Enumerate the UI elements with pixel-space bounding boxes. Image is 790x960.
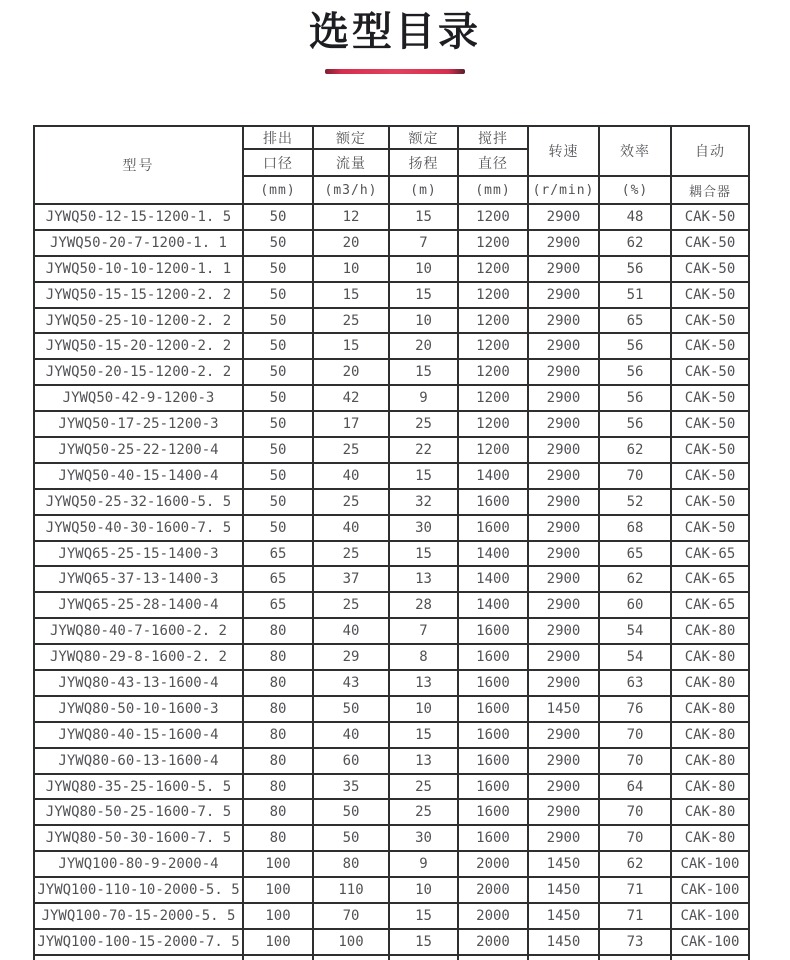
cell-mixing-diameter: 1600 — [458, 799, 528, 825]
cell-rated-head: 15 — [389, 282, 458, 308]
cell-model: JYWQ50-42-9-1200-3 — [34, 385, 243, 411]
cell-rated-head: 15 — [389, 722, 458, 748]
table-row — [34, 618, 749, 644]
cell-speed: 2900 — [528, 748, 599, 774]
cell-model: JYWQ65-37-13-1400-3 — [34, 566, 243, 592]
cell-rated-flow: 15 — [313, 282, 389, 308]
cell-model: JYWQ50-25-22-1200-4 — [34, 437, 243, 463]
cell-efficiency: 52 — [599, 489, 671, 515]
cell-coupling: CAK-50 — [671, 204, 749, 230]
cell-model: JYWQ80-50-10-1600-3 — [34, 696, 243, 722]
cell-mixing-diameter: 1200 — [458, 256, 528, 282]
cell-speed: 2900 — [528, 359, 599, 385]
cell-rated-head: 15 — [389, 541, 458, 567]
table-row — [34, 825, 749, 851]
table-row — [34, 204, 749, 230]
cell-coupling: CAK-50 — [671, 437, 749, 463]
cell-model: JYWQ50-15-15-1200-2. 2 — [34, 282, 243, 308]
cell-empty — [313, 955, 389, 960]
cell-efficiency: 62 — [599, 851, 671, 877]
cell-mixing-diameter: 1200 — [458, 411, 528, 437]
cell-model: JYWQ80-60-13-1600-4 — [34, 748, 243, 774]
cell-efficiency: 62 — [599, 230, 671, 256]
cell-rated-head: 10 — [389, 256, 458, 282]
cell-rated-flow: 70 — [313, 903, 389, 929]
cell-mixing-diameter: 1400 — [458, 463, 528, 489]
table-row — [34, 748, 749, 774]
cell-mixing-diameter: 1200 — [458, 308, 528, 334]
cell-model: JYWQ80-50-25-1600-7. 5 — [34, 799, 243, 825]
cell-outlet-diameter: 65 — [243, 541, 313, 567]
cell-rated-flow: 20 — [313, 230, 389, 256]
cell-rated-flow: 50 — [313, 799, 389, 825]
cell-coupling: CAK-80 — [671, 696, 749, 722]
cell-rated-flow: 37 — [313, 566, 389, 592]
table-row — [34, 256, 749, 282]
cell-speed: 2900 — [528, 385, 599, 411]
table-row — [34, 799, 749, 825]
page-title: 选型目录 — [309, 9, 481, 55]
header-head-line1: 额定 — [389, 126, 458, 149]
cell-rated-flow: 29 — [313, 644, 389, 670]
cell-mixing-diameter: 1600 — [458, 618, 528, 644]
cell-speed: 2900 — [528, 541, 599, 567]
cell-efficiency: 71 — [599, 903, 671, 929]
cell-outlet-diameter: 80 — [243, 825, 313, 851]
cell-rated-head: 25 — [389, 799, 458, 825]
cell-mixing-diameter: 1200 — [458, 437, 528, 463]
cell-speed: 1450 — [528, 851, 599, 877]
cell-coupling: CAK-65 — [671, 566, 749, 592]
cell-coupling: CAK-100 — [671, 929, 749, 955]
cell-mixing-diameter: 1200 — [458, 385, 528, 411]
cell-outlet-diameter: 80 — [243, 670, 313, 696]
cell-rated-head: 15 — [389, 204, 458, 230]
cell-mixing-diameter: 1600 — [458, 774, 528, 800]
cell-rated-head: 15 — [389, 463, 458, 489]
cell-rated-flow: 17 — [313, 411, 389, 437]
table-row — [34, 411, 749, 437]
cell-mixing-diameter: 1400 — [458, 566, 528, 592]
title-underline-decoration — [325, 69, 465, 74]
cell-outlet-diameter: 50 — [243, 411, 313, 437]
cell-outlet-diameter: 100 — [243, 929, 313, 955]
cell-coupling: CAK-50 — [671, 256, 749, 282]
cell-efficiency: 70 — [599, 748, 671, 774]
header-flow-unit: (m3/h) — [313, 176, 389, 204]
cell-outlet-diameter: 50 — [243, 333, 313, 359]
cell-efficiency: 54 — [599, 618, 671, 644]
cell-outlet-diameter: 50 — [243, 437, 313, 463]
cell-efficiency: 70 — [599, 825, 671, 851]
cell-outlet-diameter: 80 — [243, 722, 313, 748]
cell-empty — [528, 955, 599, 960]
cell-model: JYWQ50-20-7-1200-1. 1 — [34, 230, 243, 256]
cell-model: JYWQ80-35-25-1600-5. 5 — [34, 774, 243, 800]
cell-efficiency: 62 — [599, 437, 671, 463]
cell-model: JYWQ100-100-15-2000-7. 5 — [34, 929, 243, 955]
cell-model: JYWQ100-70-15-2000-5. 5 — [34, 903, 243, 929]
cell-efficiency: 76 — [599, 696, 671, 722]
table-row — [34, 851, 749, 877]
cell-coupling: CAK-80 — [671, 722, 749, 748]
cell-efficiency: 70 — [599, 463, 671, 489]
cell-speed: 2900 — [528, 411, 599, 437]
table-row — [34, 385, 749, 411]
cell-efficiency: 48 — [599, 204, 671, 230]
cell-outlet-diameter: 50 — [243, 463, 313, 489]
header-mixing-unit: (mm) — [458, 176, 528, 204]
cell-rated-head: 30 — [389, 515, 458, 541]
cell-outlet-diameter: 65 — [243, 566, 313, 592]
cell-rated-head: 13 — [389, 748, 458, 774]
cell-rated-flow: 40 — [313, 618, 389, 644]
cell-coupling: CAK-80 — [671, 799, 749, 825]
cell-outlet-diameter: 80 — [243, 799, 313, 825]
cell-speed: 2900 — [528, 489, 599, 515]
cell-rated-flow: 50 — [313, 696, 389, 722]
cell-outlet-diameter: 50 — [243, 489, 313, 515]
cell-outlet-diameter: 80 — [243, 774, 313, 800]
table-row — [34, 489, 749, 515]
cell-rated-head: 13 — [389, 670, 458, 696]
cell-outlet-diameter: 80 — [243, 696, 313, 722]
cell-rated-head: 20 — [389, 333, 458, 359]
cell-speed: 2900 — [528, 333, 599, 359]
page-header — [0, 0, 790, 74]
cell-model: JYWQ80-40-15-1600-4 — [34, 722, 243, 748]
header-speed-unit: (r/min) — [528, 176, 599, 204]
cell-rated-head: 10 — [389, 696, 458, 722]
table-row — [34, 644, 749, 670]
cell-mixing-diameter: 1200 — [458, 359, 528, 385]
cell-rated-head: 30 — [389, 825, 458, 851]
cell-coupling: CAK-65 — [671, 592, 749, 618]
cell-coupling: CAK-50 — [671, 359, 749, 385]
header-coupling-line2: 耦合器 — [671, 176, 749, 204]
header-efficiency: 效率 — [599, 126, 671, 176]
cell-mixing-diameter: 1600 — [458, 696, 528, 722]
cell-model: JYWQ80-40-7-1600-2. 2 — [34, 618, 243, 644]
cell-rated-head: 13 — [389, 566, 458, 592]
cell-outlet-diameter: 80 — [243, 748, 313, 774]
cell-empty — [671, 955, 749, 960]
cell-speed: 2900 — [528, 799, 599, 825]
cell-efficiency: 62 — [599, 566, 671, 592]
cell-mixing-diameter: 2000 — [458, 929, 528, 955]
table-row — [34, 230, 749, 256]
cell-model: JYWQ65-25-28-1400-4 — [34, 592, 243, 618]
cell-model: JYWQ100-80-9-2000-4 — [34, 851, 243, 877]
cell-model: JYWQ50-40-15-1400-4 — [34, 463, 243, 489]
cell-speed: 2900 — [528, 592, 599, 618]
header-flow-line2: 流量 — [313, 149, 389, 176]
table-row — [34, 774, 749, 800]
cell-mixing-diameter: 1400 — [458, 541, 528, 567]
table-row — [34, 670, 749, 696]
cell-speed: 2900 — [528, 256, 599, 282]
cell-model: JYWQ100-110-10-2000-5. 5 — [34, 877, 243, 903]
cell-speed: 2900 — [528, 230, 599, 256]
cell-coupling: CAK-50 — [671, 385, 749, 411]
header-mixing-line1: 搅拌 — [458, 126, 528, 149]
cell-rated-head: 9 — [389, 385, 458, 411]
cell-model: JYWQ80-29-8-1600-2. 2 — [34, 644, 243, 670]
cell-coupling: CAK-80 — [671, 670, 749, 696]
cell-efficiency: 65 — [599, 541, 671, 567]
cell-coupling: CAK-100 — [671, 903, 749, 929]
cell-rated-head: 7 — [389, 618, 458, 644]
cell-rated-flow: 25 — [313, 541, 389, 567]
cell-mixing-diameter: 1200 — [458, 230, 528, 256]
cell-speed: 2900 — [528, 515, 599, 541]
cell-speed: 2900 — [528, 774, 599, 800]
table-row — [34, 282, 749, 308]
cell-coupling: CAK-50 — [671, 515, 749, 541]
cell-rated-flow: 35 — [313, 774, 389, 800]
cell-coupling: CAK-100 — [671, 851, 749, 877]
cell-model: JYWQ80-43-13-1600-4 — [34, 670, 243, 696]
cell-rated-flow: 50 — [313, 825, 389, 851]
cell-efficiency: 68 — [599, 515, 671, 541]
table-row — [34, 722, 749, 748]
cell-mixing-diameter: 1600 — [458, 722, 528, 748]
cell-rated-head: 15 — [389, 929, 458, 955]
cell-rated-flow: 100 — [313, 929, 389, 955]
cell-rated-head: 15 — [389, 903, 458, 929]
cell-rated-flow: 20 — [313, 359, 389, 385]
cell-model: JYWQ50-25-10-1200-2. 2 — [34, 308, 243, 334]
cell-rated-head: 10 — [389, 877, 458, 903]
cell-mixing-diameter: 1600 — [458, 644, 528, 670]
table-row — [34, 929, 749, 955]
cell-coupling: CAK-80 — [671, 774, 749, 800]
cell-mixing-diameter: 1400 — [458, 592, 528, 618]
cell-rated-head: 28 — [389, 592, 458, 618]
cell-coupling: CAK-50 — [671, 333, 749, 359]
cell-model: JYWQ50-40-30-1600-7. 5 — [34, 515, 243, 541]
header-head-unit: (m) — [389, 176, 458, 204]
table-header — [34, 126, 749, 204]
cell-rated-flow: 40 — [313, 463, 389, 489]
cell-rated-head: 9 — [389, 851, 458, 877]
cell-rated-head: 15 — [389, 359, 458, 385]
table-row — [34, 541, 749, 567]
cell-coupling: CAK-50 — [671, 489, 749, 515]
cell-speed: 1450 — [528, 929, 599, 955]
cell-mixing-diameter: 1200 — [458, 204, 528, 230]
cell-mixing-diameter: 2000 — [458, 903, 528, 929]
cell-efficiency: 73 — [599, 929, 671, 955]
cell-empty — [243, 955, 313, 960]
cell-rated-head: 22 — [389, 437, 458, 463]
header-outlet-line1: 排出 — [243, 126, 313, 149]
cell-model: JYWQ80-50-30-1600-7. 5 — [34, 825, 243, 851]
table-row — [34, 359, 749, 385]
table-row — [34, 333, 749, 359]
cell-speed: 2900 — [528, 463, 599, 489]
header-model: 型号 — [34, 126, 243, 204]
cell-outlet-diameter: 80 — [243, 618, 313, 644]
cell-efficiency: 56 — [599, 411, 671, 437]
cell-rated-flow: 40 — [313, 722, 389, 748]
cell-outlet-diameter: 50 — [243, 385, 313, 411]
cell-rated-head: 25 — [389, 774, 458, 800]
cell-speed: 2900 — [528, 825, 599, 851]
cell-model: JYWQ50-25-32-1600-5. 5 — [34, 489, 243, 515]
cell-mixing-diameter: 1600 — [458, 515, 528, 541]
cell-efficiency: 56 — [599, 333, 671, 359]
cell-speed: 2900 — [528, 282, 599, 308]
cell-mixing-diameter: 1200 — [458, 333, 528, 359]
cell-model: JYWQ50-12-15-1200-1. 5 — [34, 204, 243, 230]
cell-efficiency: 51 — [599, 282, 671, 308]
header-mixing-line2: 直径 — [458, 149, 528, 176]
cell-speed: 2900 — [528, 670, 599, 696]
table-row — [34, 877, 749, 903]
cell-rated-head: 8 — [389, 644, 458, 670]
cell-model: JYWQ50-20-15-1200-2. 2 — [34, 359, 243, 385]
cell-efficiency: 65 — [599, 308, 671, 334]
cell-speed: 1450 — [528, 903, 599, 929]
cell-mixing-diameter: 1200 — [458, 282, 528, 308]
cell-mixing-diameter: 1600 — [458, 489, 528, 515]
header-flow-line1: 额定 — [313, 126, 389, 149]
cell-outlet-diameter: 50 — [243, 359, 313, 385]
cell-efficiency: 71 — [599, 877, 671, 903]
header-efficiency-unit: (%) — [599, 176, 671, 204]
cell-outlet-diameter: 100 — [243, 851, 313, 877]
table-body — [34, 204, 749, 960]
cell-speed: 1450 — [528, 696, 599, 722]
cell-efficiency: 56 — [599, 256, 671, 282]
cell-mixing-diameter: 2000 — [458, 851, 528, 877]
cell-speed: 2900 — [528, 618, 599, 644]
cell-outlet-diameter: 50 — [243, 282, 313, 308]
cell-coupling: CAK-50 — [671, 282, 749, 308]
cell-outlet-diameter: 100 — [243, 903, 313, 929]
cell-speed: 2900 — [528, 644, 599, 670]
cell-outlet-diameter: 100 — [243, 877, 313, 903]
cell-efficiency: 70 — [599, 799, 671, 825]
cell-model: JYWQ50-10-10-1200-1. 1 — [34, 256, 243, 282]
cell-rated-flow: 15 — [313, 333, 389, 359]
table-row — [34, 566, 749, 592]
table-row — [34, 308, 749, 334]
table-row — [34, 515, 749, 541]
cell-efficiency: 63 — [599, 670, 671, 696]
cell-rated-flow: 110 — [313, 877, 389, 903]
cell-rated-flow: 25 — [313, 308, 389, 334]
cell-coupling: CAK-50 — [671, 308, 749, 334]
cell-coupling: CAK-80 — [671, 644, 749, 670]
cell-outlet-diameter: 80 — [243, 644, 313, 670]
cell-outlet-diameter: 65 — [243, 592, 313, 618]
cell-model: JYWQ50-17-25-1200-3 — [34, 411, 243, 437]
table-row — [34, 437, 749, 463]
header-head-line2: 扬程 — [389, 149, 458, 176]
cell-coupling: CAK-80 — [671, 618, 749, 644]
cell-empty — [458, 955, 528, 960]
cell-speed: 2900 — [528, 566, 599, 592]
cell-rated-flow: 25 — [313, 437, 389, 463]
cell-outlet-diameter: 50 — [243, 256, 313, 282]
cell-speed: 2900 — [528, 437, 599, 463]
cell-coupling: CAK-80 — [671, 748, 749, 774]
cell-speed: 2900 — [528, 204, 599, 230]
cell-speed: 2900 — [528, 308, 599, 334]
cell-efficiency: 60 — [599, 592, 671, 618]
cell-speed: 2900 — [528, 722, 599, 748]
cell-empty — [599, 955, 671, 960]
cell-efficiency: 56 — [599, 385, 671, 411]
cell-efficiency: 54 — [599, 644, 671, 670]
table-row — [34, 592, 749, 618]
table-row-partial — [34, 955, 749, 960]
cell-coupling: CAK-50 — [671, 230, 749, 256]
cell-mixing-diameter: 1600 — [458, 748, 528, 774]
cell-efficiency: 64 — [599, 774, 671, 800]
cell-mixing-diameter: 1600 — [458, 670, 528, 696]
cell-efficiency: 70 — [599, 722, 671, 748]
table-row — [34, 903, 749, 929]
cell-rated-flow: 40 — [313, 515, 389, 541]
selection-catalog-table — [33, 125, 750, 960]
cell-outlet-diameter: 50 — [243, 204, 313, 230]
cell-coupling: CAK-50 — [671, 463, 749, 489]
cell-outlet-diameter: 50 — [243, 308, 313, 334]
cell-rated-flow: 25 — [313, 592, 389, 618]
cell-rated-flow: 10 — [313, 256, 389, 282]
header-outlet-unit: (mm) — [243, 176, 313, 204]
cell-rated-flow: 25 — [313, 489, 389, 515]
cell-model: JYWQ50-15-20-1200-2. 2 — [34, 333, 243, 359]
cell-speed: 1450 — [528, 877, 599, 903]
header-coupling-line1: 自动 — [671, 126, 749, 176]
cell-coupling: CAK-80 — [671, 825, 749, 851]
cell-mixing-diameter: 1600 — [458, 825, 528, 851]
cell-rated-head: 32 — [389, 489, 458, 515]
table-row — [34, 463, 749, 489]
cell-efficiency: 56 — [599, 359, 671, 385]
cell-rated-flow: 12 — [313, 204, 389, 230]
cell-empty — [389, 955, 458, 960]
cell-rated-head: 10 — [389, 308, 458, 334]
cell-rated-head: 25 — [389, 411, 458, 437]
cell-coupling: CAK-65 — [671, 541, 749, 567]
header-speed: 转速 — [528, 126, 599, 176]
cell-outlet-diameter: 50 — [243, 230, 313, 256]
cell-empty — [34, 955, 243, 960]
cell-mixing-diameter: 2000 — [458, 877, 528, 903]
header-outlet-line2: 口径 — [243, 149, 313, 176]
cell-rated-flow: 42 — [313, 385, 389, 411]
cell-coupling: CAK-100 — [671, 877, 749, 903]
cell-rated-flow: 80 — [313, 851, 389, 877]
table-row — [34, 696, 749, 722]
cell-rated-head: 7 — [389, 230, 458, 256]
cell-rated-flow: 60 — [313, 748, 389, 774]
cell-coupling: CAK-50 — [671, 411, 749, 437]
cell-outlet-diameter: 50 — [243, 515, 313, 541]
cell-model: JYWQ65-25-15-1400-3 — [34, 541, 243, 567]
cell-rated-flow: 43 — [313, 670, 389, 696]
